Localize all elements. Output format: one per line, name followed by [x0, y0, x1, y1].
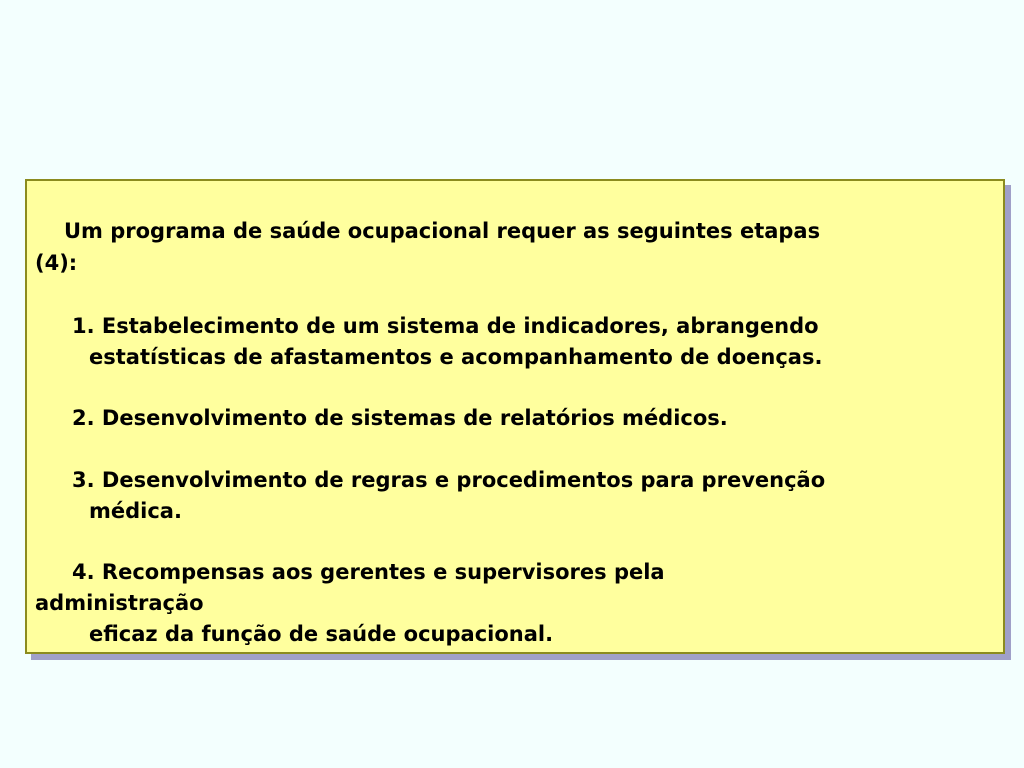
item-1-line-2: estatísticas de afastamentos e acompanhamento de doenças. [89, 345, 823, 369]
item-1-line-1: 1. Estabelecimento de um sistema de indicadores, abrangendo [72, 314, 819, 338]
item-4-line-1: 4. Recompensas aos gerentes e supervisores pela [72, 560, 665, 584]
item-4-line-2: administração [35, 591, 204, 615]
item-4-line-3: eficaz da função de saúde ocupacional. [89, 622, 554, 646]
item-3-line-1: 3. Desenvolvimento de regras e procedimentos para prevenção [72, 468, 826, 492]
intro-line-2: (4): [35, 251, 78, 275]
text-box [25, 179, 1005, 654]
item-2-line-1: 2. Desenvolvimento de sistemas de relatórios médicos. [72, 406, 728, 430]
item-3-line-2: médica. [89, 499, 182, 523]
intro-line-1: Um programa de saúde ocupacional requer as seguintes etapas [64, 219, 821, 243]
